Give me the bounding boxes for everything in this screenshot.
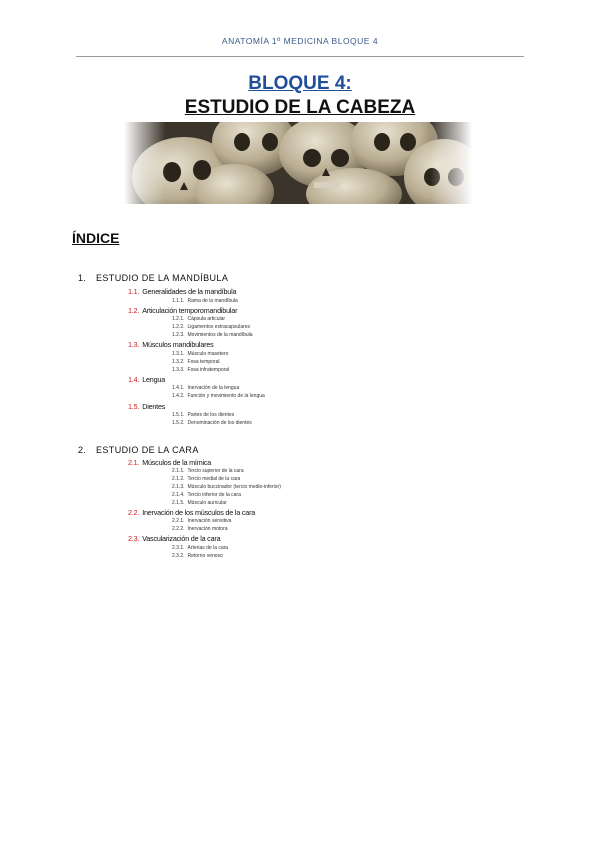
page-title-block: BLOQUE 4: (248, 73, 352, 94)
toc-item-2-1: 2.1. Músculos de la mímica (128, 458, 212, 467)
toc-item-1-2-2: 1.2.2. Ligamentos extracapsulares (172, 324, 251, 330)
toc-item-1-2: 1.2. Articulación temporomandibular (128, 306, 238, 315)
toc-item-1-1: 1.1. Generalidades de la mandíbula (128, 287, 237, 296)
toc-item-2-1-4: 2.1.4. Tercio inferior de la cara (172, 492, 241, 498)
toc-item-2-1-3: 2.1.3. Músculo buccinador (tercio medio-inferior) (172, 484, 281, 490)
toc-item-1-3: 1.3. Músculos mandibulares (128, 340, 214, 349)
toc-item-2-3: 2.3. Vascularización de la cara (128, 534, 221, 543)
toc-section-2: 2. ESTUDIO DE LA CARA (78, 445, 199, 455)
toc-item-1-5-2: 1.5.2. Denominación de los dientes (172, 420, 252, 426)
toc-item-1-4-2: 1.4.2. Función y movimiento de la lengua (172, 393, 265, 399)
toc-item-2-2: 2.2. Inervación de los músculos de la cara (128, 508, 256, 517)
skulls-image (124, 122, 472, 204)
page-header: ANATOMÍA 1º MEDICINA BLOQUE 4 (221, 36, 379, 46)
toc-item-1-4: 1.4. Lengua (128, 375, 165, 384)
toc-item-1-3-2: 1.3.2. Fosa temporal (172, 359, 220, 365)
toc-item-1-3-3: 1.3.3. Fosa infratemporal (172, 367, 230, 373)
page-title-subject: ESTUDIO DE LA CABEZA (184, 97, 416, 118)
header-divider (76, 56, 524, 57)
toc-item-2-2-1: 2.2.1. Inervación sensitiva (172, 518, 232, 524)
toc-item-1-4-1: 1.4.1. Inervación de la lengua (172, 385, 240, 391)
toc-item-1-3-1: 1.3.1. Músculo masetero (172, 351, 229, 357)
index-heading: ÍNDICE (72, 230, 120, 246)
toc-item-2-3-2: 2.3.2. Retorno venoso (172, 553, 223, 559)
toc-item-2-1-1: 2.1.1. Tercio superior de la cara (172, 468, 244, 474)
toc-item-2-1-5: 2.1.5. Músculo auricular (172, 500, 227, 506)
toc-section-1: 1. ESTUDIO DE LA MANDÍBULA (78, 273, 229, 283)
toc-item-1-2-3: 1.2.3. Movimientos de la mandíbula (172, 332, 253, 338)
toc-item-1-5-1: 1.5.1. Partes de los dientes (172, 412, 235, 418)
toc-item-1-1-1: 1.1.1. Rama de la mandíbula (172, 298, 238, 304)
toc-item-1-5: 1.5. Dientes (128, 402, 166, 411)
toc-item-2-1-2: 2.1.2. Tercio medial de la cara (172, 476, 241, 482)
toc-item-2-3-1: 2.3.1. Arterias de la cara (172, 545, 229, 551)
toc-item-2-2-2: 2.2.2. Inervación motora (172, 526, 228, 532)
toc-item-1-2-1: 1.2.1. Cápsula articular (172, 316, 226, 322)
